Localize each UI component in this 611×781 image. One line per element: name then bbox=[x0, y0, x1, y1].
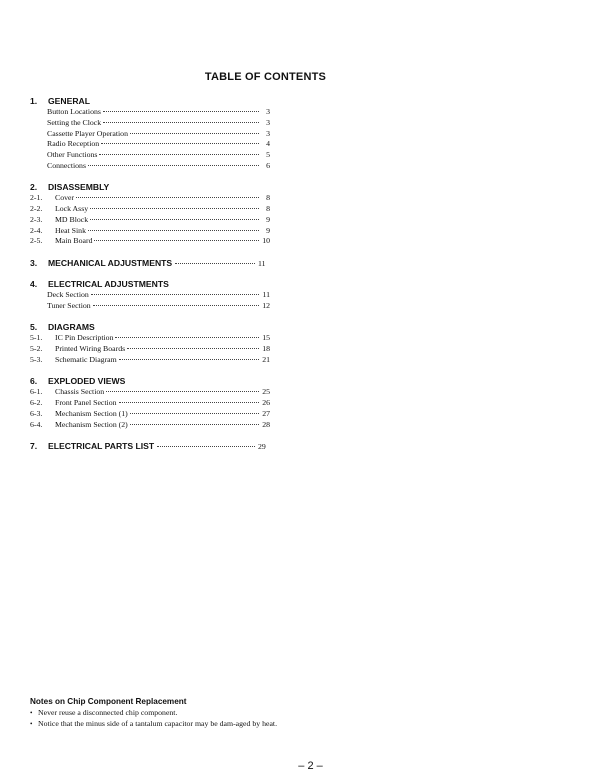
section-number: 6. bbox=[30, 376, 38, 387]
dot-leader bbox=[94, 240, 259, 241]
entry-title: Mechanism Section (1) bbox=[55, 408, 128, 418]
entry-page: 4 bbox=[266, 139, 270, 149]
toc-entry bbox=[30, 301, 270, 312]
entry-page: 10 bbox=[262, 236, 270, 246]
entry-title: Cover bbox=[55, 193, 75, 203]
entry-page: 27 bbox=[262, 408, 270, 418]
entry-page: 25 bbox=[262, 387, 270, 397]
entry-page: 8 bbox=[266, 204, 270, 214]
section-title: ELECTRICAL ADJUSTMENTS bbox=[48, 279, 169, 290]
entry-title: Other Functions bbox=[47, 150, 98, 160]
section-title: GENERAL bbox=[48, 96, 91, 106]
entry-page: 3 bbox=[266, 117, 270, 127]
section-page: 29 bbox=[258, 441, 266, 451]
toc-entry bbox=[30, 387, 270, 398]
entry-page: 18 bbox=[262, 344, 270, 354]
dot-leader bbox=[130, 413, 259, 414]
section-title: ELECTRICAL PARTS LIST bbox=[48, 440, 155, 451]
section-heading bbox=[30, 181, 270, 193]
toc-entry bbox=[30, 409, 270, 420]
toc-entry bbox=[30, 215, 270, 226]
dot-leader bbox=[115, 337, 259, 338]
section-title: EXPLODED VIEWS bbox=[48, 376, 126, 387]
entry-title: Lock Assy bbox=[55, 204, 89, 214]
entry-number: 6-4. bbox=[30, 419, 43, 429]
toc-entry bbox=[30, 150, 270, 161]
page-title: TABLE OF CONTENTS bbox=[204, 71, 327, 83]
section-heading bbox=[30, 257, 270, 269]
dot-leader bbox=[130, 133, 259, 134]
entry-page: 8 bbox=[266, 193, 270, 203]
toc-entry bbox=[30, 290, 270, 301]
toc-entry bbox=[30, 204, 270, 215]
dot-leader bbox=[91, 294, 259, 295]
dot-leader bbox=[88, 230, 259, 231]
toc-entry bbox=[30, 139, 270, 150]
entry-page: 3 bbox=[266, 107, 270, 116]
section-number: 5. bbox=[30, 322, 38, 333]
dot-leader bbox=[119, 402, 259, 403]
note-text: Never reuse a disconnected chip component. bbox=[38, 708, 178, 717]
toc-entry bbox=[30, 129, 270, 140]
entry-number: 2-4. bbox=[30, 225, 43, 235]
dot-leader bbox=[90, 208, 259, 209]
entry-title: MD Block bbox=[55, 214, 89, 224]
section-number: 1. bbox=[30, 96, 38, 106]
toc-section bbox=[30, 375, 270, 430]
entry-title: Connections bbox=[47, 160, 86, 170]
toc-section bbox=[30, 278, 270, 312]
entry-number: 5-1. bbox=[30, 333, 43, 343]
section-heading bbox=[30, 375, 270, 387]
table-of-contents bbox=[30, 95, 270, 461]
section-number: 7. bbox=[30, 440, 38, 451]
section-number: 3. bbox=[30, 257, 38, 268]
entry-page: 12 bbox=[262, 301, 270, 311]
dot-leader bbox=[88, 165, 259, 166]
section-heading bbox=[30, 95, 270, 107]
entry-title: Mechanism Section (2) bbox=[55, 419, 128, 429]
dot-leader bbox=[130, 424, 259, 425]
toc-section bbox=[30, 257, 270, 269]
dot-leader bbox=[119, 359, 259, 360]
section-heading bbox=[30, 440, 270, 452]
entry-number: 2-3. bbox=[30, 214, 43, 224]
entry-page: 9 bbox=[266, 214, 270, 224]
section-title: DIAGRAMS bbox=[48, 322, 95, 333]
entry-page: 3 bbox=[266, 128, 270, 138]
entry-title: Front Panel Section bbox=[55, 398, 117, 408]
entry-number: 5-2. bbox=[30, 344, 43, 354]
toc-entry bbox=[30, 333, 270, 344]
entry-page: 15 bbox=[262, 333, 270, 343]
section-number: 2. bbox=[30, 182, 38, 193]
entry-number: 5-3. bbox=[30, 354, 43, 364]
toc-entry bbox=[30, 193, 270, 204]
note-item bbox=[30, 719, 290, 730]
entry-title: Deck Section bbox=[47, 290, 89, 300]
toc-entry bbox=[30, 226, 270, 237]
toc-entry bbox=[30, 118, 270, 129]
bullet-icon: • bbox=[30, 709, 33, 717]
entry-number: 2-2. bbox=[30, 204, 43, 214]
section-title: MECHANICAL ADJUSTMENTS bbox=[48, 257, 173, 268]
toc-section bbox=[30, 440, 270, 452]
entry-number: 6-2. bbox=[30, 398, 43, 408]
toc-section bbox=[30, 321, 270, 365]
entry-title: Main Board bbox=[55, 236, 93, 246]
entry-title: Heat Sink bbox=[55, 225, 86, 235]
section-number: 4. bbox=[30, 279, 38, 290]
entry-title: Chassis Section bbox=[55, 387, 105, 397]
note-item bbox=[30, 708, 290, 719]
toc-entry bbox=[30, 344, 270, 355]
entry-number: 2-5. bbox=[30, 236, 43, 246]
dot-leader bbox=[76, 197, 259, 198]
entry-title: Printed Wiring Boards bbox=[55, 344, 126, 354]
entry-page: 11 bbox=[262, 290, 270, 300]
toc-section bbox=[30, 181, 270, 247]
notes-block bbox=[30, 696, 290, 729]
dot-leader bbox=[93, 305, 259, 306]
dot-leader bbox=[175, 263, 255, 264]
entry-page: 21 bbox=[262, 354, 270, 364]
entry-title: Radio Reception bbox=[47, 139, 100, 149]
entry-page: 5 bbox=[266, 150, 270, 160]
dot-leader bbox=[127, 348, 259, 349]
toc-entry bbox=[30, 236, 270, 247]
entry-title: Tuner Section bbox=[47, 301, 91, 311]
dot-leader bbox=[90, 219, 259, 220]
entry-title: Schematic Diagram bbox=[55, 354, 117, 364]
entry-page: 28 bbox=[262, 419, 270, 429]
section-page: 11 bbox=[258, 258, 266, 268]
entry-number: 6-3. bbox=[30, 408, 43, 418]
toc-section bbox=[30, 95, 270, 172]
section-heading bbox=[30, 321, 270, 333]
dot-leader bbox=[101, 143, 259, 144]
entry-number: 6-1. bbox=[30, 387, 43, 397]
toc-entry bbox=[30, 355, 270, 366]
section-title: DISASSEMBLY bbox=[48, 182, 110, 193]
toc-entry bbox=[30, 420, 270, 431]
entry-number: 2-1. bbox=[30, 193, 43, 203]
entry-page: 9 bbox=[266, 225, 270, 235]
entry-title: Cassette Player Operation bbox=[47, 128, 128, 138]
entry-page: 6 bbox=[266, 160, 270, 170]
entry-title: Button Locations bbox=[47, 107, 101, 116]
dot-leader bbox=[103, 111, 259, 112]
toc-entry bbox=[30, 107, 270, 118]
dot-leader bbox=[99, 154, 259, 155]
note-text: Notice that the minus side of a tantalum capacitor may be dam-aged by heat. bbox=[38, 718, 278, 728]
dot-leader bbox=[103, 122, 259, 123]
bullet-icon: • bbox=[30, 719, 33, 728]
dot-leader bbox=[106, 391, 259, 392]
toc-entry bbox=[30, 398, 270, 409]
section-heading bbox=[30, 278, 270, 290]
toc-entry bbox=[30, 161, 270, 172]
entry-page: 26 bbox=[262, 398, 270, 408]
page-number: – 2 – bbox=[298, 760, 323, 772]
dot-leader bbox=[157, 446, 255, 447]
notes-title: Notes on Chip Component Replacement bbox=[30, 697, 187, 706]
entry-title: Setting the Clock bbox=[47, 117, 102, 127]
entry-title: IC Pin Description bbox=[55, 333, 114, 343]
